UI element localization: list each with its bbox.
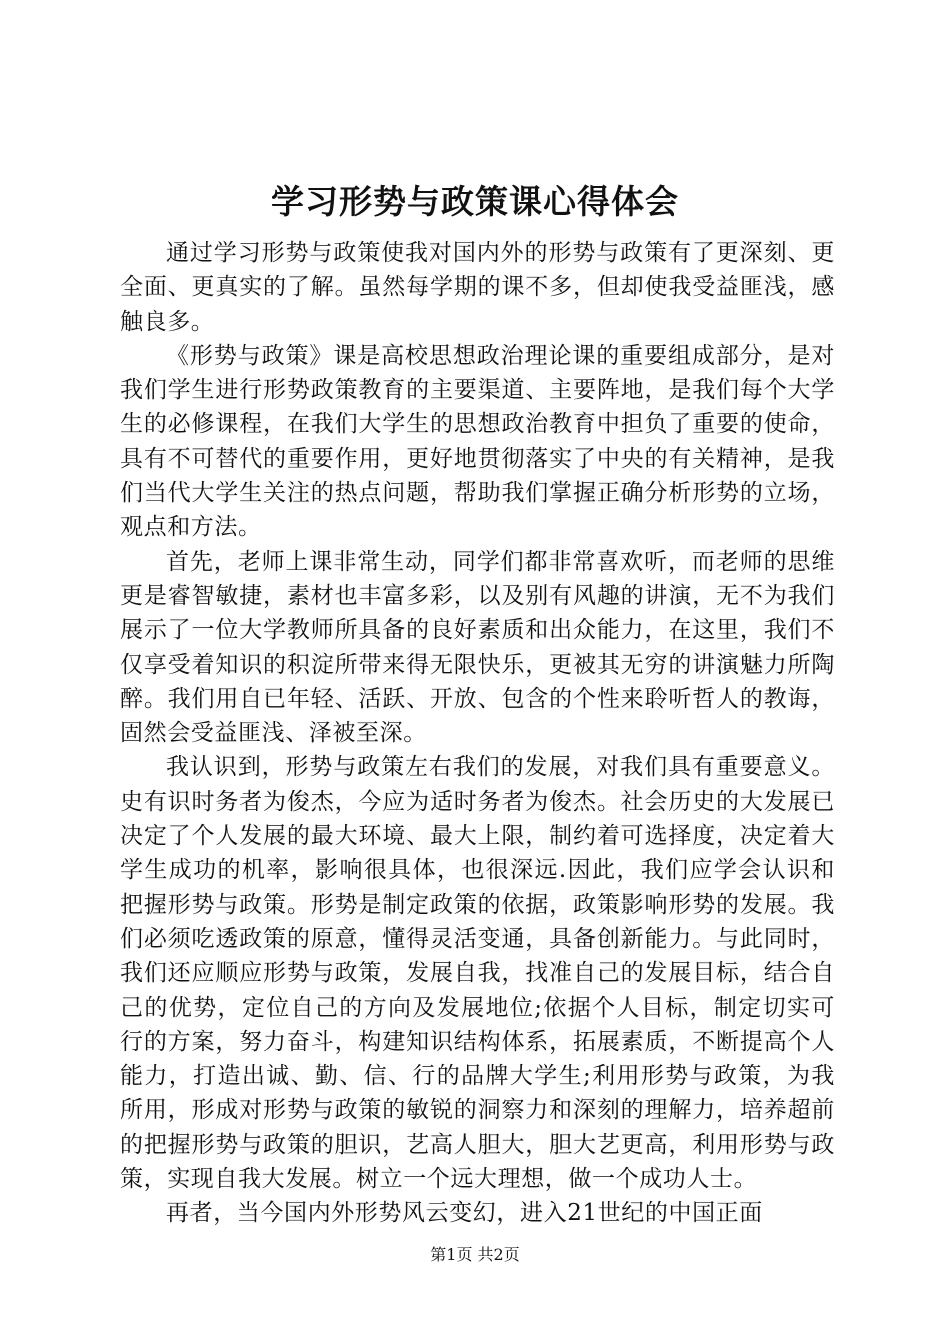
document-title: 学习形势与政策课心得体会 xyxy=(271,182,679,221)
document-body xyxy=(120,236,835,1231)
paragraph-4: 我认识到，形势与政策左右我们的发展，对我们具有重要意义。史有识时务者为俊杰，今应为适时务者为俊杰。社会历史的大发展已决定了个人发展的最大环境、最大上限，制约着可选择度，决定着大学生成功的机率，影响很具体，也很深远.因此，我们应学会认识和把握形势与政策。形势是制定政策的依据，政策影响形势的发展。我们必须吃透政策的原意，懂得灵活变通，具备创新能力。与此同时，我们还应顺应形势与政策，发展自我，找准自己的发展目标，结合自己的优势，定位自己的方向及发展地位;依据个人目标，制定切实可行的方案，努力奋斗，构建知识结构体系，拓展素质，不断提高个人能力，打造出诚、勤、信、行的品牌大学生;利用形势与政策，为我所用，形成对形势与政策的敏锐的洞察力和深刻的理解力，培养超前的把握形势与政策的胆识，艺高人胆大，胆大艺更高，利用形势与政策，实现自我大发展。树立一个远大理想，做一个成功人士。 xyxy=(120,754,835,1193)
paragraph-1: 通过学习形势与政策使我对国内外的形势与政策有了更深刻、更全面、更真实的了解。虽然每学期的课不多，但却使我受益匪浅，感触良多。 xyxy=(120,240,835,335)
paragraph-2: 《形势与政策》课是高校思想政治理论课的重要组成部分，是对我们学生进行形势政策教育的主要渠道、主要阵地，是我们每个大学生的必修课程，在我们大学生的思想政治教育中担负了重要的使命，具有不可替代的重要作用，更好地贯彻落实了中央的有关精神，是我们当代大学生关注的热点问题，帮助我们掌握正确分析形势的立场，观点和方法。 xyxy=(120,342,835,541)
paragraph-5: 再者，当今国内外形势风云变幻，进入21世纪的中国正面 xyxy=(166,1200,763,1227)
page-footer: 第1页 共2页 xyxy=(430,1245,520,1264)
paragraph-3: 首先，老师上课非常生动，同学们都非常喜欢听，而老师的思维更是睿智敏捷，素材也丰富多彩，以及别有风趣的讲演，无不为我们展示了一位大学教师所具备的良好素质和出众能力，在这里，我们不仅享受着知识的积淀所带来得无限快乐，更被其无穷的讲演魅力所陶醉。我们用自已年轻、活跃、开放、包含的个性来聆听哲人的教诲，固然会受益匪浅、泽被至深。 xyxy=(120,548,835,747)
